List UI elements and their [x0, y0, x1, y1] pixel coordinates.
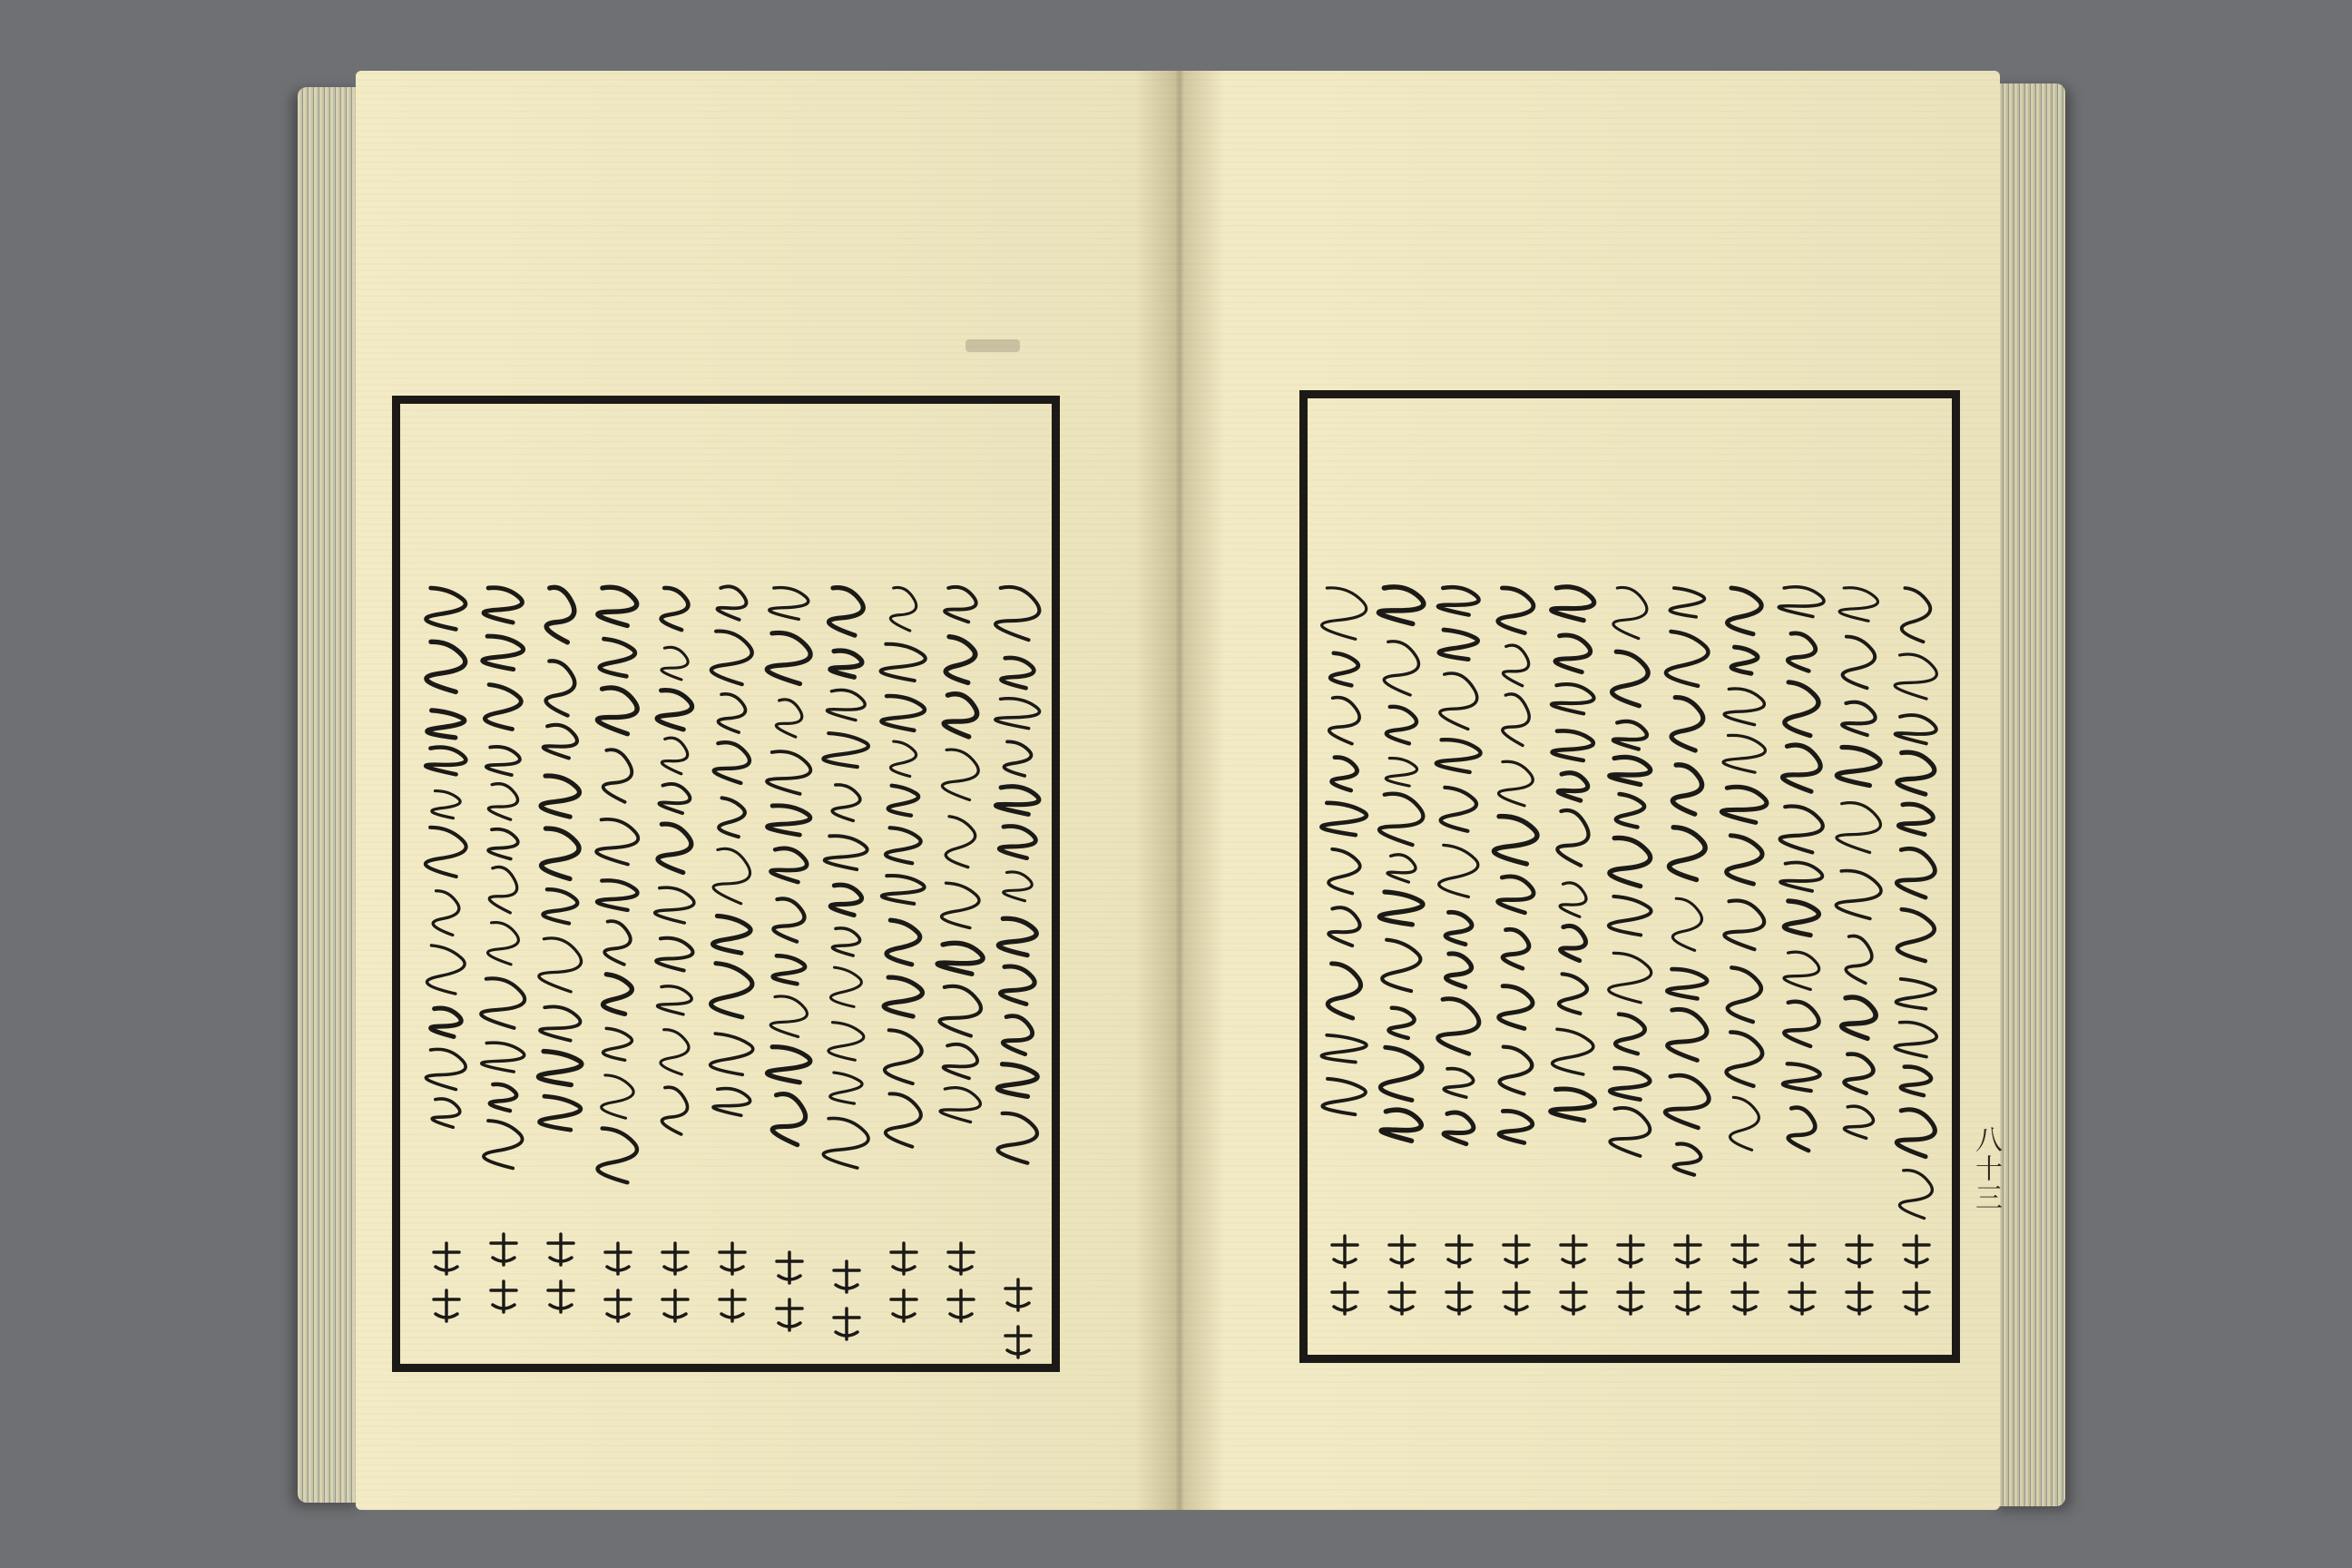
left-page-verse-column-2 [937, 587, 983, 1321]
right-page-verse-column-9 [1436, 587, 1481, 1314]
right-page-verse-column-2 [1836, 588, 1881, 1314]
left-page-verse-column-4 [823, 588, 868, 1339]
right-page-verse-column-5 [1665, 588, 1709, 1314]
right-page-verse-column-7 [1551, 587, 1595, 1314]
right-page-verse-column-6 [1609, 587, 1651, 1314]
left-page-verse-column-8 [596, 587, 638, 1321]
right-page-verse-column-3 [1779, 587, 1824, 1314]
right-page-verse-column-1 [1895, 588, 1936, 1314]
right-page-verse-column-10 [1379, 587, 1424, 1314]
left-page-verse-column-11 [426, 588, 466, 1321]
left-page-verse-column-9 [539, 587, 582, 1312]
left-page-verse-column-6 [710, 586, 753, 1321]
left-page-verse-column-3 [881, 587, 926, 1321]
right-page-verse-column-11 [1321, 588, 1367, 1314]
right-page-verse-column-4 [1721, 588, 1766, 1314]
left-page-verses [426, 586, 1040, 1357]
left-page-verse-column-10 [481, 588, 524, 1312]
right-page-verses [1321, 587, 1936, 1314]
right-page-verse-column-8 [1494, 588, 1537, 1314]
left-page-verse-column-7 [655, 588, 694, 1321]
left-page-verse-column-1 [995, 587, 1040, 1357]
page-number: 八十三 [1970, 1125, 2002, 1212]
left-page-verse-column-5 [767, 588, 810, 1330]
